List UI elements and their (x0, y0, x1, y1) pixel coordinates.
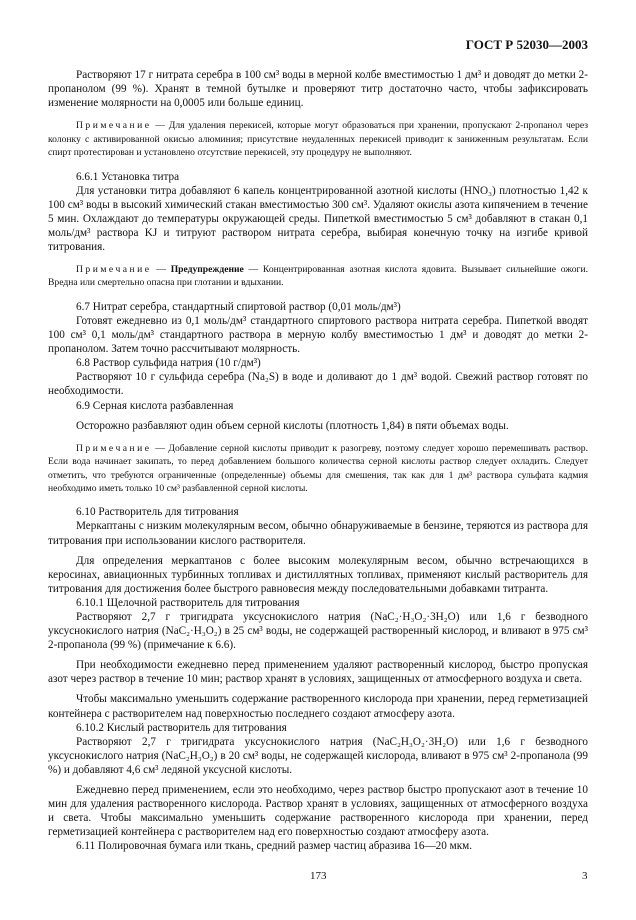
sheet-number: 3 (582, 869, 588, 882)
note: Примечание — Предупреждение — Концентрированная азотная кислота ядовита. Вызывает сильнейшие ожоги. Вредна или смертельно опасна при глотании и вдыхании. (48, 264, 589, 289)
note-label: Примечание (76, 120, 152, 132)
note-label: Примечание (76, 264, 152, 276)
paragraph: Меркаптаны с низким молекулярным весом, обычно обнаруживаемые в бензине, теряются из раствора для титрования при использовании кислого растворителя. (48, 520, 588, 547)
paragraph: Растворяют 10 г сульфида серебра (Na₂S) в воде и доливают до 1 дм³ водой. Свежий раствор готовят по необходимости. (48, 371, 588, 398)
section-heading-6-10: 6.10 Растворитель для титрования (76, 506, 239, 519)
section-heading-6-11: 6.11 Полировочная бумага или ткань, средний размер частиц абразива 16—20 мкм. (76, 840, 473, 853)
section-heading-6-7: 6.7 Нитрат серебра, стандартный спиртовой раствор (0,01 моль/дм³) (76, 300, 401, 313)
paragraph: Растворяют 2,7 г тригидрата уксуснокислого натрия (NaC₂·H₃O₂·3H₂O) или 1,6 г безводного уксуснокислого натрия (NaC₂·H₃O₂) в 25 см³ воды, не содержащей растворенный кислород, и вливают в 975 см³ 2-пропанола (99 %) (примечание к 6.6). (48, 611, 588, 652)
note-text: — Концентрированная азотная кислота ядовита. Вызывает сильнейшие ожоги. Вредна или смертельно опасна при глотании и вдыхании. (48, 264, 589, 289)
paragraph: Растворяют 2,7 г тригидрата уксуснокислого натрия (NaC₂H₃O₂·3H₂O) или 1,6 г безводного уксуснокислого натрия (NaC₂H₃O₂) в 20 см³ воды, не содержащей кислорода, вливают в 975 см³ 2-пропанола (99 %) и добавляют 4,6 см³ ледяной уксусной кислоты. (48, 735, 588, 776)
paragraph: При необходимости ежедневно перед применением удаляют растворенный кислород, быстро пропуская азот через раствор в течение 10 мин; раствор хранят в условиях, защищенных от атмосферного воздуха и света. (48, 659, 588, 686)
note (48, 442, 588, 496)
page-footer (0, 870, 636, 906)
paragraph: Осторожно разбавляют один объем серной кислоты (плотность 1,84) в пяти объемах воды. (76, 419, 509, 432)
note (48, 119, 588, 159)
paragraph: Готовят ежедневно из 0,1 моль/дм³ стандартного спиртового раствора нитрата серебра. Пипеткой вводят 100 см³ 0,1 моль/дм³ стандартного раствора в мерную колбу вместимостью 1 дм³ и доводят до метки 2-пропанолом. Затем точно рассчитывают молярность. (48, 314, 588, 356)
document-body (48, 0, 588, 854)
note-label: Примечание (76, 442, 152, 454)
section-heading-6-6-1: 6.6.1 Установка титра (76, 170, 180, 183)
note-text: — Для удаления перекисей, которые могут образоваться при хранении, пропускают 2-пропанол через колонку с активированной окисью алюминия; присутствие неудаленных перекисей приводит к заниженным результатам. Если спирт протестирован и установлено отсутствие перекисей, эту процедуру не выполняют. (48, 120, 588, 159)
paragraph: Для установки титра добавляют 6 капель концентрированной азотной кислоты (HNO₃) плотностью 1,42 к 100 см³ воды в высокий химический стакан вместимостью 300 см³. Удаляют окислы азота кипячением в течение 5 мин. Охлаждают до температуры окружающей среды. Пипеткой вместимостью 5 см³ добавляют в стакан 0,1 моль/дм³ раствора KJ и титруют раствором нитрата серебра, выбирая конечную точку на изгибе кривой титрования. (48, 184, 588, 253)
section-heading-6-8: 6.8 Раствор сульфида натрия (10 г/дм³) (76, 357, 261, 370)
warning-label: Предупреждение (170, 264, 244, 276)
page-number: 173 (310, 869, 327, 882)
section-heading-6-10-1: 6.10.1 Щелочной растворитель для титрования (76, 596, 300, 609)
section-heading-6-10-2: 6.10.2 Кислый растворитель для титрования (76, 721, 287, 734)
section-heading-6-9: 6.9 Серная кислота разбавленная (76, 399, 234, 412)
paragraph: Чтобы максимально уменьшить содержание растворенного кислорода при хранении, перед герметизацией контейнера с растворителем над поверхностью последнего создают атмосферу азота. (48, 693, 588, 720)
paragraph: Ежедневно перед применением, если это необходимо, через раствор быстро пропускают азот в течение 10 мин для удаления растворенного кислорода. Раствор хранят в условиях, защищенных от атмосферного воздуха и света. Чтобы максимально уменьшить содержание растворенного кислорода при хранении, перед герметизацией контейнера с растворителем над его поверхностью создают атмосферу азота. (48, 784, 588, 839)
paragraph: Растворяют 17 г нитрата серебра в 100 см³ воды в мерной колбе вместимостью 1 дм³ и доводят до метки 2-пропанолом (99 %). Хранят в темной бутылке и проверяют титр достаточно часто, чтобы зафиксировать изменение молярности на 0,0005 или больше единиц. (48, 69, 588, 110)
paragraph: Для определения меркаптанов с более высоким молекулярным весом, обычно встречающихся в керосинах, авиационных турбинных топливах и дистиллятных топливах, применяют кислый растворитель для титрования для достижения более быстрого равновесия между последовательными добавками титранта. (48, 554, 588, 595)
note-text: — Добавление серной кислоты приводит к разогреву, поэтому следует хорошо перемешивать раствор. Если вода начинает закипать, то перед добавлением большого количества серной кислоты раствор следует охладить. Следует отметить, что требуются ограниченные (определенные) объемы для смешения, так как для 1 дм³ раствора сульфата кадмия необходимо иметь только 10 см³ разбавленной серной кислоты. (48, 442, 588, 494)
document-code-header: ГОСТ Р 52030—2003 (465, 37, 588, 52)
